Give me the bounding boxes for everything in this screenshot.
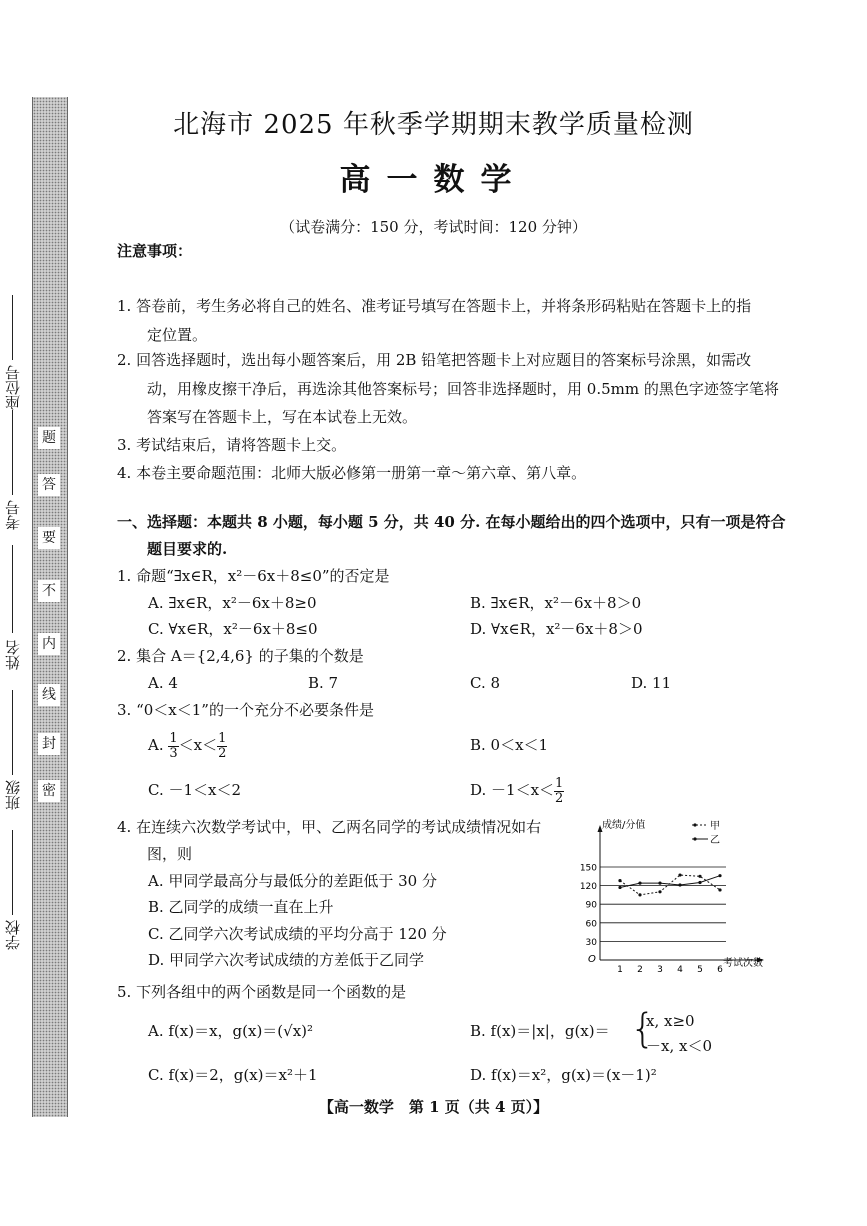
data-point (638, 882, 641, 885)
q5-option-c[interactable]: C. f(x)＝2，g(x)＝x²＋1 (148, 1066, 318, 1084)
note-2-cont2: 答案写在答题卡上，写在本试卷上无效。 (147, 408, 418, 426)
score-line-chart (580, 815, 780, 975)
q3-d-text: D. －1＜x＜ (470, 781, 555, 799)
data-point (698, 875, 701, 878)
series-line-1 (620, 875, 720, 895)
note-1-cont: 定位置。 (147, 326, 208, 344)
y-tick-label: 60 (585, 919, 597, 930)
q1-option-a[interactable]: A. ∃x∈R，x²－6x＋8≥0 (148, 594, 317, 612)
denominator: 3 (169, 745, 178, 761)
x-tick-label: 2 (637, 965, 643, 975)
y-tick-label: 150 (580, 863, 597, 874)
seal-char: 不 (38, 580, 60, 602)
seal-char: 封 (38, 733, 60, 755)
question-4-stem: 4. 在连续六次数学考试中，甲、乙两名同学的考试成绩情况如右 (117, 818, 542, 836)
x-tick-label: 5 (697, 965, 703, 975)
numerator: 1 (555, 775, 564, 791)
numerator: 1 (218, 730, 227, 746)
q5-option-b[interactable]: B. f(x)＝|x|，g(x)＝ (470, 1022, 610, 1040)
q3-option-c[interactable]: C. －1＜x＜2 (148, 781, 242, 799)
question-1-stem: 1. 命题“∃x∈R，x²－6x＋8≤0”的否定是 (117, 567, 390, 585)
data-point (678, 873, 681, 876)
exam-no-field-line[interactable] (12, 410, 13, 495)
exam-info: （试卷满分：150 分，考试时间：120 分钟） (280, 218, 587, 236)
binding-strip (32, 97, 68, 1117)
q3-option-d[interactable] (470, 775, 564, 806)
origin-label: O (588, 954, 596, 965)
question-3-stem: 3. “0＜x＜1”的一个充分不必要条件是 (117, 701, 374, 719)
data-point (678, 883, 681, 886)
question-5-stem: 5. 下列各组中的两个函数是同一个函数的是 (117, 983, 407, 1001)
note-2: 2. 回答选择题时，选出每小题答案后，用 2B 铅笔把答题卡上对应题目的答案标号涂黑，如需改 (117, 351, 752, 369)
q4-option-b[interactable]: B. 乙同学的成绩一直在上升 (148, 898, 334, 916)
note-4: 4. 本卷主要命题范围：北师大版必修第一册第一章～第六章、第八章。 (117, 464, 587, 482)
x-tick-label: 6 (717, 965, 723, 975)
piecewise-case-1: x, x≥0 (646, 1012, 695, 1030)
seal-char: 线 (38, 684, 60, 706)
data-point (718, 888, 721, 891)
q3-a-mid: ＜x＜ (178, 736, 218, 754)
seal-char: 密 (38, 780, 60, 802)
section-heading: 一、选择题：本题共 8 小题，每小题 5 分，共 40 分. 在每小题给出的四个选项中，只有一项是符合 (117, 513, 786, 531)
q2-option-d[interactable]: D. 11 (631, 674, 672, 692)
data-point (718, 874, 721, 877)
legend-marker (693, 823, 696, 826)
x-axis-label: 考试次数 (723, 958, 763, 969)
legend-series-1: 甲 (710, 821, 720, 832)
note-3: 3. 考试结束后，请将答题卡上交。 (117, 436, 347, 454)
q2-option-a[interactable]: A. 4 (148, 674, 178, 692)
legend-series-2: 乙 (710, 835, 720, 846)
denominator: 2 (218, 745, 227, 761)
y-tick-label: 30 (585, 937, 597, 948)
fraction (217, 732, 227, 761)
q3-option-b[interactable]: B. 0＜x＜1 (470, 736, 549, 754)
y-tick-label: 90 (585, 900, 597, 911)
data-point (618, 879, 621, 882)
question-2-stem: 2. 集合 A＝{2,4,6} 的子集的个数是 (117, 647, 364, 665)
q3-option-a[interactable] (148, 730, 227, 761)
y-axis-label: 成绩/分值 (602, 820, 646, 831)
seal-char: 要 (38, 527, 60, 549)
note-1: 1. 答卷前，考生务必将自己的姓名、准考证号填写在答题卡上，并将条形码粘贴在答题卡上的指 (117, 297, 752, 315)
data-point (658, 890, 661, 893)
y-tick-label: 120 (580, 882, 597, 893)
x-tick-label: 4 (677, 965, 683, 975)
subject-title: 高一数学 (339, 162, 528, 198)
class-field-label: 班级 (4, 780, 22, 810)
q2-option-c[interactable]: C. 8 (470, 674, 501, 692)
q4-option-a[interactable]: A. 甲同学最高分与最低分的差距低于 30 分 (148, 872, 437, 890)
seat-no-field-label: 座位号 (4, 365, 22, 410)
legend-marker (693, 837, 696, 840)
exam-no-field-label: 考号 (4, 500, 22, 530)
q1-option-d[interactable]: D. ∀x∈R，x²－6x＋8＞0 (470, 620, 643, 638)
q5-option-a[interactable]: A. f(x)＝x，g(x)＝(√x)² (148, 1022, 314, 1040)
piecewise-brace: { (630, 1006, 656, 1052)
school-field-line[interactable] (12, 830, 13, 915)
question-4-stem-cont: 图，则 (147, 845, 193, 863)
name-field-label: 姓名 (4, 640, 22, 670)
class-field-line[interactable] (12, 690, 13, 775)
x-tick-label: 1 (617, 965, 623, 975)
seal-char: 答 (38, 474, 60, 496)
seal-char: 内 (38, 633, 60, 655)
fraction (554, 777, 564, 806)
school-field-label: 学校 (4, 920, 22, 950)
page-footer: 【高一数学 第 1 页（共 4 页）】 (318, 1098, 549, 1116)
note-2-cont: 动，用橡皮擦干净后，再选涂其他答案标号；回答非选择题时，用 0.5mm 的黑色字迹签字笔将 (147, 380, 779, 398)
data-point (638, 893, 641, 896)
denominator: 2 (555, 790, 564, 806)
q4-option-c[interactable]: C. 乙同学六次考试成绩的平均分高于 120 分 (148, 925, 447, 943)
q2-option-b[interactable]: B. 7 (308, 674, 339, 692)
data-point (698, 881, 701, 884)
fraction (168, 732, 178, 761)
data-point (658, 882, 661, 885)
q4-option-d[interactable]: D. 甲同学六次考试成绩的方差低于乙同学 (148, 951, 425, 969)
seal-char: 题 (38, 427, 60, 449)
q3-a-label: A. (148, 736, 164, 754)
exam-title: 北海市 2025 年秋季学期期末教学质量检测 (173, 110, 694, 140)
x-tick-label: 3 (657, 965, 663, 975)
q5-option-d[interactable]: D. f(x)＝x²，g(x)＝(x－1)² (470, 1066, 657, 1084)
piecewise-case-2: －x, x＜0 (646, 1037, 712, 1055)
data-point (618, 886, 621, 889)
notes-heading: 注意事项： (117, 242, 193, 260)
numerator: 1 (169, 730, 178, 746)
q1-option-c[interactable]: C. ∀x∈R，x²－6x＋8≤0 (148, 620, 318, 638)
name-field-line[interactable] (12, 545, 13, 633)
seat-no-field-line[interactable] (12, 295, 13, 360)
section-heading-cont: 题目要求的. (147, 540, 228, 558)
q1-option-b[interactable]: B. ∃x∈R，x²－6x＋8＞0 (470, 594, 642, 612)
